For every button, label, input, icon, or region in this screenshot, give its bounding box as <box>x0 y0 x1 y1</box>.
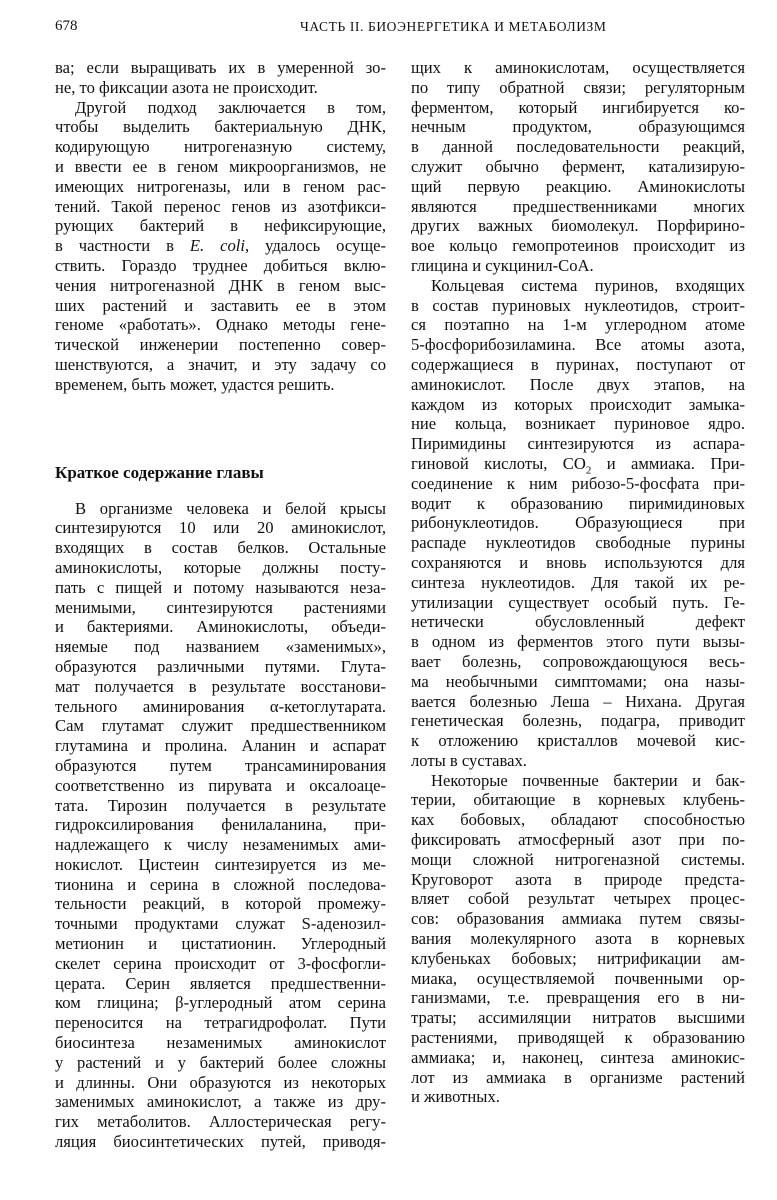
paragraph <box>55 98 386 395</box>
text-line: и ввести ее в геном микроорганизмов, не <box>55 156 386 176</box>
text-line: щий первую реакцию. Аминокислоты <box>411 176 745 196</box>
text-line: нетически обусловленный дефект <box>411 612 745 632</box>
text-line: надлежащего к числу незаменимых ами- <box>55 835 386 855</box>
paragraph <box>411 771 745 1108</box>
text-line: в одном из ферментов этого пути вызы- <box>411 632 745 652</box>
text-line: ках бобовых, обладают способностью <box>411 810 745 830</box>
text-line: тений. Такой перенос генов из азотфикси- <box>55 196 386 216</box>
text-line: и бактериями. Аминокислоты, объеди- <box>55 617 386 637</box>
section-heading: Краткое содержание главы <box>55 462 264 482</box>
text-line: щих к аминокислотам, осуществляется <box>411 58 745 77</box>
text-line: ствить. Гораздо труднее добиться вклю- <box>55 255 386 275</box>
text-line: тической инженерии постепенно совер- <box>55 335 386 355</box>
text-line: служит обычно фермент, катализирую- <box>411 156 745 176</box>
text-segment: и аммиака. При- <box>591 453 746 473</box>
paragraph <box>411 58 745 276</box>
text-line: нокислот. Цистеин синтезируется из ме- <box>55 854 386 874</box>
italic-text: E. coli <box>189 236 246 256</box>
text-line: скелет серина происходит от 3-фосфогли- <box>55 953 386 973</box>
text-line: каждом из которых происходит замыка- <box>411 394 745 414</box>
text-line: точными продуктами служат S-аденозил- <box>55 914 386 934</box>
text-line: церата. Серин является предшественни- <box>55 973 386 993</box>
text-line: Сам глутамат служит предшественником <box>55 716 386 736</box>
text-line: Круговорот азота в природе предста- <box>411 869 745 889</box>
text-line: лоты в суставах. <box>411 750 527 770</box>
text-line: 5-фосфорибозиламина. Все атомы азота, <box>411 335 745 355</box>
text-line: рующих бактерий в нефиксирующие, <box>55 216 386 236</box>
text-line: ших растений и заставить ее в этом <box>55 295 386 315</box>
text-line: Пиримидины синтезируются из аспара- <box>411 434 745 454</box>
text-line: соответственно из пирувата и оксалоаце- <box>55 775 386 795</box>
text-line: синтезируются 10 или 20 аминокислот, <box>55 518 386 538</box>
text-line: ние кольца, возникает пуриновое ядро. <box>411 414 745 434</box>
text-line: генетическая болезнь, подагра, приводит <box>411 711 745 731</box>
text-line: и длинны. Они образуются из некоторых <box>55 1072 386 1092</box>
text-line: распаде нуклеотидов свободные пурины <box>411 533 745 553</box>
text-line: ма необычными симптомами; она назы- <box>411 671 745 691</box>
text-line: тельного аминирования α-кетоглутарата. <box>55 696 386 716</box>
text-line: имеющих нитрогеназы, или в геном рас- <box>55 176 386 196</box>
text-line: В организме человека и белой крысы <box>75 498 386 518</box>
text-line: кодирующую нитрогеназную систему, <box>55 137 386 157</box>
right-column <box>411 58 745 1107</box>
text-line: образуются путем трансаминирования <box>55 755 386 775</box>
text-segment: , удалось осуще- <box>245 236 386 256</box>
text-line: временем, быть может, удастся решить. <box>55 374 335 394</box>
text-line: тионина и серина в сложной последова- <box>55 874 386 894</box>
text-line: растениями, приводящей к образованию <box>411 1028 745 1048</box>
text-line: мощи сложной нитрогеназной системы. <box>411 849 745 869</box>
text-line: по типу обратной связи; регуляторным <box>411 77 745 97</box>
text-line: менимыми, синтезируются растениями <box>55 597 386 617</box>
text-line: водит к образованию пиримидиновых <box>411 493 745 513</box>
text-line: лот из аммиака в организме растений <box>411 1067 745 1087</box>
text-line: нечным продуктом, образующимся <box>411 117 745 137</box>
text-line: глицина и сукцинил-СоА. <box>411 255 594 275</box>
paragraph <box>55 499 386 1152</box>
text-segment: в частности в <box>55 236 190 256</box>
text-line: мат получается в результате восстанови- <box>55 676 386 696</box>
text-line: вляет собой результат четырех процес- <box>411 889 745 909</box>
text-line: в данной последовательности реакций, <box>411 137 745 157</box>
left-column <box>55 58 386 1152</box>
text-line <box>55 236 386 256</box>
paragraph <box>411 276 745 771</box>
text-line: аммиака; и, наконец, синтеза аминокис- <box>411 1047 745 1067</box>
text-line: синтеза нуклеотидов. Для такой их ре- <box>411 572 745 592</box>
text-line: шенствуются, а значит, и эту задачу со <box>55 354 386 374</box>
text-line: метионин и цистатионин. Углеродный <box>55 934 386 954</box>
text-line: ком глицина; β-углеродный атом серина <box>55 993 386 1013</box>
text-line: терии, обитающие в корневых клубень- <box>411 790 745 810</box>
text-line: утилизации существует особый путь. Ге- <box>411 592 745 612</box>
text-line: тата. Тирозин получается в результате <box>55 795 386 815</box>
text-line: других важных биомолекул. Порфирино- <box>411 216 745 236</box>
text-line <box>411 453 746 477</box>
text-line: аминокислот. После двух этапов, на <box>411 374 745 394</box>
page-number: 678 <box>55 18 78 34</box>
text-line: вается болезнью Леша – Нихана. Другая <box>411 691 745 711</box>
text-line: переносится на тетрагидрофолат. Пути <box>55 1013 386 1033</box>
text-line: вания молекулярного азота в корневых <box>411 929 745 949</box>
text-line: гих метаболитов. Аллостерическая регу- <box>55 1112 386 1132</box>
text-line: образуются различными путями. Глута- <box>55 656 386 676</box>
text-line: Другой подход заключается в том, <box>75 97 386 117</box>
text-line: не, то фиксации азота не происходит. <box>55 77 318 97</box>
text-line: ва; если выращивать их в умеренной зо- <box>55 58 386 77</box>
text-line: содержащиеся в пуринах, поступают от <box>411 354 745 374</box>
text-line: входящих в состав белков. Остальные <box>55 538 386 558</box>
text-line: к отложению кристаллов мочевой кис- <box>411 731 745 751</box>
text-line: вает болезнь, сопровождающуюся весь- <box>411 651 745 671</box>
text-line: ферментом, который ингибируется ко- <box>411 97 745 117</box>
paragraph <box>55 58 386 98</box>
text-line: фиксировать атмосферный азот при по- <box>411 830 745 850</box>
text-line: у растений и у бактерий более сложны <box>55 1052 386 1072</box>
text-line: чения нитрогеназной ДНК в геном выс- <box>55 275 386 295</box>
text-line: миака, осуществляемой почвенными ор- <box>411 968 745 988</box>
text-line: геноме «работать». Однако методы гене- <box>55 315 386 335</box>
text-line: чтобы выделить бактериальную ДНК, <box>55 117 386 137</box>
text-line: няемые под названием «заменимых», <box>55 637 386 657</box>
text-line: пать с пищей и потому называются неза- <box>55 577 386 597</box>
text-segment: гиновой кислоты, CO <box>411 453 586 473</box>
text-line: траты; ассимиляции нитратов высшими <box>411 1008 745 1028</box>
text-line: являются предшественниками многих <box>411 196 745 216</box>
text-line: тельности реакций, в которой промежу- <box>55 894 386 914</box>
text-line: сов: образования аммиака путем связы- <box>411 909 745 929</box>
text-line: рибонуклеотидов. Образующиеся при <box>411 513 745 533</box>
text-line: вое кольцо гемопротеинов происходит из <box>411 236 745 256</box>
text-line: ганизмами, т.е. превращения его в ни- <box>411 988 745 1008</box>
subscript-text: 2 <box>585 464 592 477</box>
text-line: ляция биосинтетических путей, приводя- <box>55 1132 386 1152</box>
text-line: клубеньках бобовых; нитрификации ам- <box>411 948 745 968</box>
text-line: и животных. <box>411 1087 500 1107</box>
text-line: ся поэтапно на 1-м углеродном атоме <box>411 315 745 335</box>
text-line: сохраняются и вновь используются для <box>411 552 745 572</box>
text-line: соединение к ним рибозо-5-фосфата при- <box>411 473 745 493</box>
text-line: гидроксилирования фенилаланина, при- <box>55 815 386 835</box>
text-line: глутамина и пролина. Аланин и аспарат <box>55 736 386 756</box>
text-line: Кольцевая система пуринов, входящих <box>431 275 745 295</box>
text-line: биосинтеза незаменимых аминокислот <box>55 1033 386 1053</box>
running-title: ЧАСТЬ II. БИОЭНЕРГЕТИКА И МЕТАБОЛИЗМ <box>300 19 607 34</box>
text-line: аминокислоты, которые должны посту- <box>55 557 386 577</box>
text-line: заменимых аминокислот, а также из дру- <box>55 1092 386 1112</box>
text-line: Некоторые почвенные бактерии и бак- <box>431 770 745 790</box>
text-line: в состав пуриновых нуклеотидов, строит- <box>411 295 745 315</box>
